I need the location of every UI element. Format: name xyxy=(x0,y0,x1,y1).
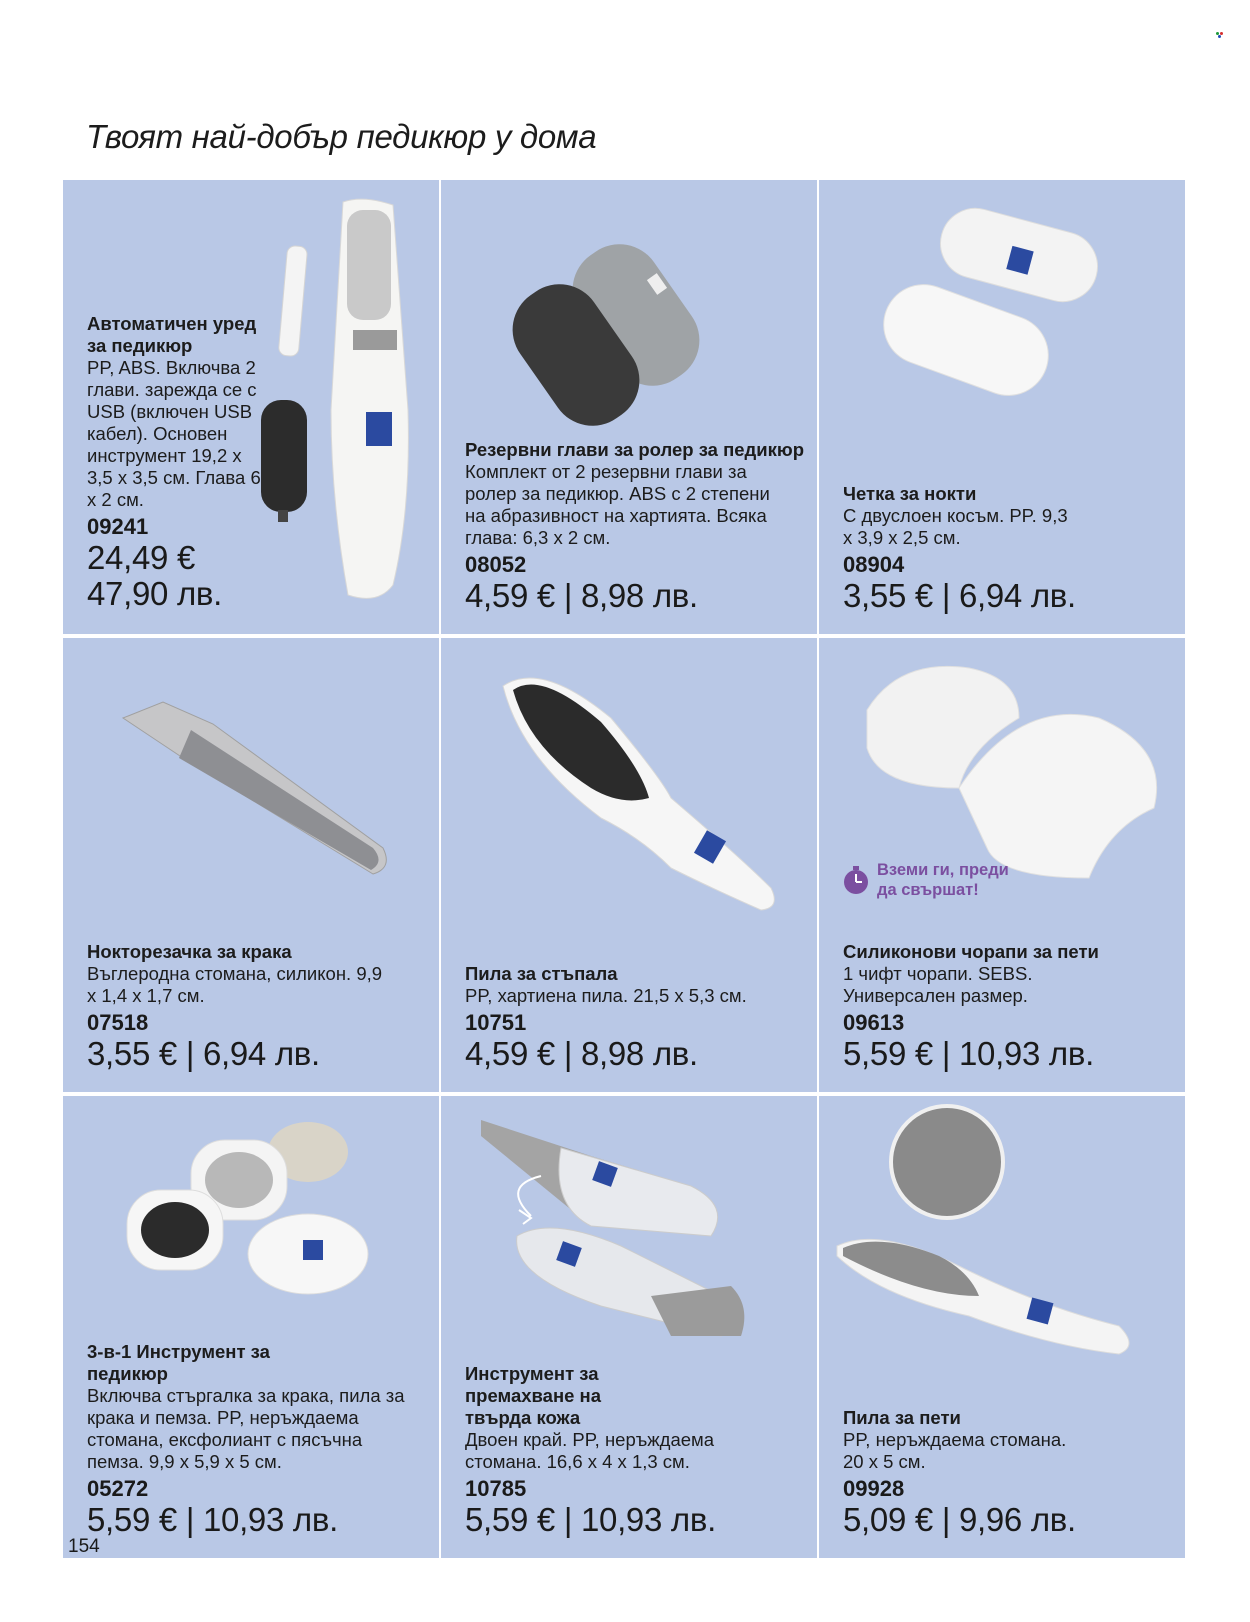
product-price: 5,59 € | 10,93 лв. xyxy=(843,1035,1094,1072)
product-description: С двуслоен косъм. PP. 9,3 x 3,9 x 2,5 см. xyxy=(843,505,1068,548)
product-price: 3,55 € | 6,94 лв. xyxy=(87,1035,320,1072)
promo-badge xyxy=(841,860,1009,900)
product-card xyxy=(819,638,1185,1092)
product-card xyxy=(63,1096,439,1558)
product-code: 07518 xyxy=(87,1010,149,1035)
product-name: Нокторезачка за крака xyxy=(87,941,292,962)
product-code: 08904 xyxy=(843,552,905,577)
page-number: 154 xyxy=(68,1536,100,1557)
product-name: Четка за нокти xyxy=(843,483,977,504)
product-code: 09928 xyxy=(843,1476,905,1501)
product-price: 4,59 € | 8,98 лв. xyxy=(465,577,698,614)
product-description: Въглеродна стомана, силикон. 9,9 x 1,4 x 1,7 см. xyxy=(87,963,383,1006)
product-description: PP, неръждаема стомана. 20 x 5 см. xyxy=(843,1429,1067,1472)
product-code: 09241 xyxy=(87,514,149,539)
product-code: 09613 xyxy=(843,1010,905,1035)
product-code: 05272 xyxy=(87,1476,149,1501)
product-description: PP, ABS. Включва 2 глави. зарежда се с USB (включен USB кабел). Основен инструмент 19,2 x 3,5 x 3,5 см. Глава 6 x 2 см. xyxy=(87,357,261,510)
product-grid xyxy=(63,180,1185,1558)
product-card xyxy=(441,180,817,634)
product-price: 4,59 € | 8,98 лв. xyxy=(465,1035,698,1072)
product-description: Включва стъргалка за крака, пила за крака и пемза. PP, неръждаема стомана, ексфолиант с пясъчна пемза. 9,9 x 5,9 x 5 см. xyxy=(87,1385,405,1472)
promo-line-1: Вземи ги, преди xyxy=(877,861,1009,879)
product-card xyxy=(63,638,439,1092)
product-description: PP, хартиена пила. 21,5 x 5,3 см. xyxy=(465,985,747,1006)
product-code: 10785 xyxy=(465,1476,527,1501)
page-title: Твоят най-добър педикюр у дома xyxy=(86,118,597,155)
product-description: 1 чифт чорапи. SEBS. Универсален размер. xyxy=(843,963,1033,1006)
corner-marks xyxy=(1216,32,1223,39)
product-card xyxy=(63,180,439,634)
promo-line-2: да свършат! xyxy=(877,881,979,899)
product-name: Пила за стъпала xyxy=(465,963,618,984)
product-card xyxy=(819,180,1185,634)
product-name: Автоматичен уред за педикюр xyxy=(87,313,257,356)
price-bgn: 47,90 лв. xyxy=(87,575,223,612)
product-name: Инструмент за премахване на твърда кожа xyxy=(465,1363,602,1428)
stopwatch-icon xyxy=(841,865,871,895)
product-price: 3,55 € | 6,94 лв. xyxy=(843,577,1076,614)
product-name: Силиконови чорапи за пети xyxy=(843,941,1099,962)
product-code: 10751 xyxy=(465,1010,527,1035)
product-card xyxy=(441,1096,817,1558)
product-card xyxy=(441,638,817,1092)
product-price: 5,59 € | 10,93 лв. xyxy=(465,1501,716,1538)
product-price: 5,59 € | 10,93 лв. xyxy=(87,1501,338,1538)
product-description: Двоен край. PP, неръждаема стомана. 16,6 x 4 x 1,3 см. xyxy=(465,1429,715,1472)
product-name: Пила за пети xyxy=(843,1407,961,1428)
product-code: 08052 xyxy=(465,552,527,577)
product-description: Комплект от 2 резервни глави за ролер за педикюр. ABS с 2 степени на абразивност на хартията. Всяка глава: 6,3 x 2 см. xyxy=(465,461,770,548)
product-price: 5,09 € | 9,96 лв. xyxy=(843,1501,1076,1538)
price-eur: 24,49 € xyxy=(87,539,196,576)
product-card xyxy=(819,1096,1185,1558)
product-name: 3-в-1 Инструмент за педикюр xyxy=(87,1341,270,1384)
product-name: Резервни глави за ролер за педикюр xyxy=(465,439,805,460)
